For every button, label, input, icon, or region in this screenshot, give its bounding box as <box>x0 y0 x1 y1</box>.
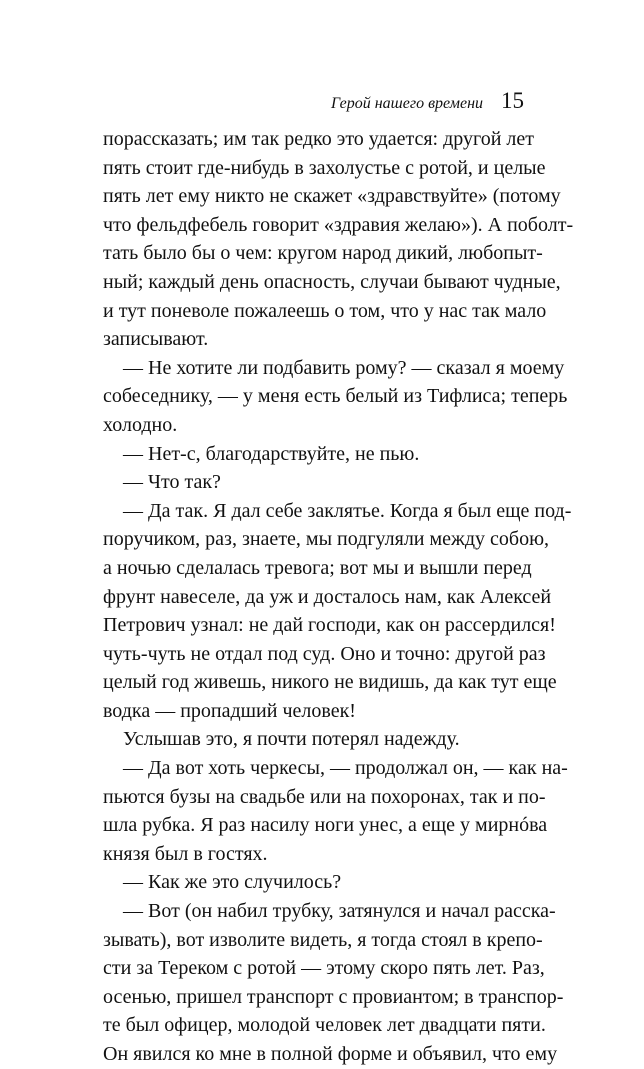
text-line: — Да вот хоть черкесы, — продолжал он, — как на- <box>123 757 568 780</box>
text-line: — Нет-с, благодарствуйте, не пью. <box>123 442 420 465</box>
text-line: собеседнику, — у меня есть белый из Тифлиса; теперь <box>103 385 568 408</box>
text-line: тать было бы о чем: кругом народ дикий, любопыт- <box>103 242 543 265</box>
text-line: фрунт навеселе, да уж и досталось нам, как Алексей <box>103 585 552 608</box>
text-line: порассказать; им так редко это удается: другой лет <box>103 128 534 150</box>
text-line: записывают. <box>103 328 209 351</box>
text-line: — Да так. Я дал себе заклятье. Когда я был еще под- <box>123 499 572 522</box>
text-line: что фельдфебель говорит «здравия желаю»). А поболт- <box>103 213 574 236</box>
text-line: а ночью сделалась тревога; вот мы и вышли перед <box>103 556 532 579</box>
running-head <box>331 88 524 120</box>
text-line: осенью, пришел транспорт с провиантом; в транспор- <box>103 985 564 1008</box>
text-line: пять лет ему никто не скажет «здравствуйте» (потому <box>103 185 561 208</box>
text-line: — Вот (он набил трубку, затянулся и начал расска- <box>123 900 556 923</box>
text-line: целый год живешь, никого не видишь, да как тут еще <box>103 671 557 694</box>
text-line: и тут поневоле пожалеешь о том, что у нас так мало <box>103 299 547 322</box>
text-line: Он явился ко мне в полной форме и объявил, что ему <box>103 1043 558 1065</box>
text-line: ный; каждый день опасность, случаи бывают чудные, <box>103 270 561 293</box>
text-line: князя был в гостях. <box>103 842 268 865</box>
text-line: сти за Тереком с ротой — этому скоро пять лет. Раз, <box>103 957 545 980</box>
text-line: — Что так? <box>123 471 221 494</box>
text-line: водка — пропадший человек! <box>103 699 356 722</box>
text-line: зывать), вот изволите видеть, я тогда стоял в крепо- <box>103 928 543 951</box>
text-line: — Не хотите ли подбавить рому? — сказал я моему <box>123 356 565 379</box>
body-text <box>103 125 574 1069</box>
page-number: 15 <box>501 88 524 113</box>
text-line: пьются бузы на свадьбе или на похоронах, так и по- <box>103 785 546 808</box>
text-line: чуть-чуть не отдал под суд. Оно и точно: другой раз <box>103 642 546 665</box>
text-line: пять стоит где-нибудь в захолустье с ротой, и целые <box>103 156 546 179</box>
text-line: поручиком, раз, знаете, мы подгуляли между собою, <box>103 528 550 551</box>
text-line: холодно. <box>103 413 178 436</box>
text-line: Петрович узнал: не дай господи, как он рассердился! <box>103 614 556 637</box>
text-line: Услышав это, я почти потерял надежду. <box>123 728 460 751</box>
text-line: те был офицер, молодой человек лет двадцати пяти. <box>103 1014 546 1037</box>
running-title: Герой нашего времени <box>331 95 483 112</box>
text-line: шла рубка. Я раз насилу ноги унес, а еще у мирнóва <box>103 814 548 837</box>
text-line: — Как же это случилось? <box>123 871 342 894</box>
